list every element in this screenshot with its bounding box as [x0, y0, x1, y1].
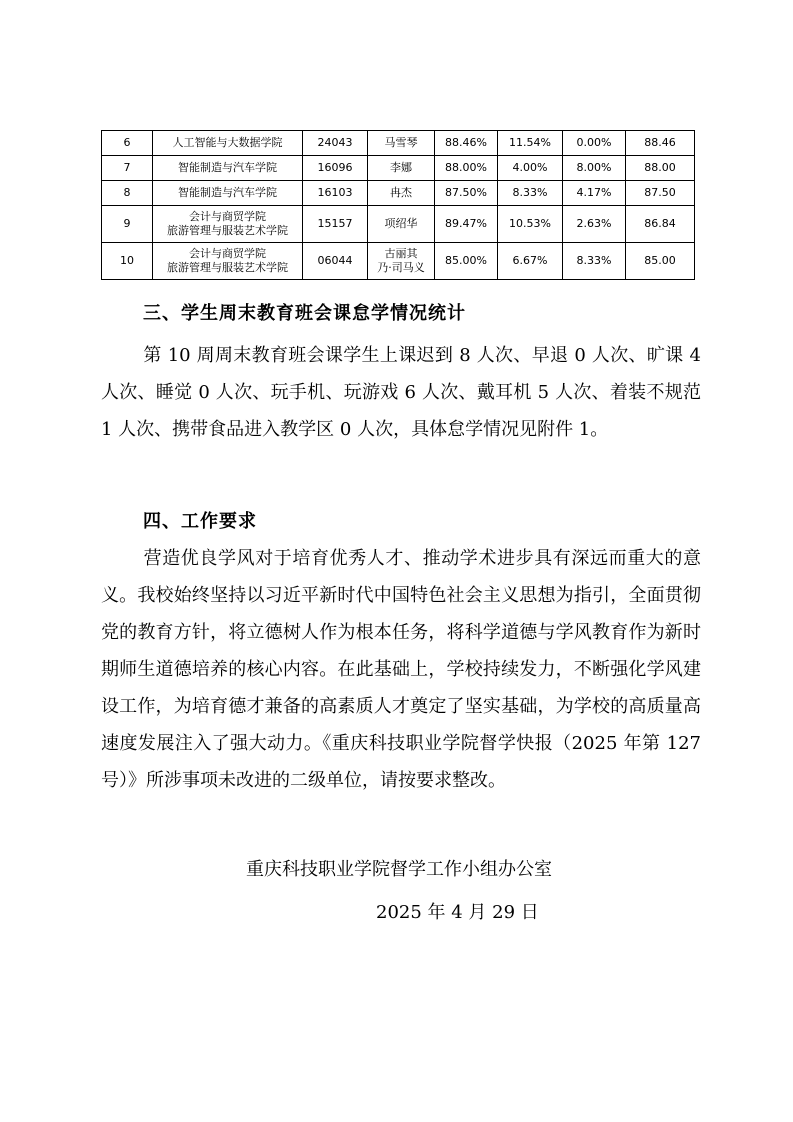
cell-name: 古丽其 乃·司马义: [368, 243, 435, 280]
cell-score: 86.84: [626, 206, 695, 243]
cell-college: 会计与商贸学院 旅游管理与服装艺术学院: [153, 243, 303, 280]
cell-rate-1: 85.00%: [435, 243, 498, 280]
section-3-body: 第 10 周周末教育班会课学生上课迟到 8 人次、早退 0 人次、旷课 4 人次、睡觉 0 人次、玩手机、玩游戏 6 人次、戴耳机 5 人次、着装不规范 1 人次、携带食品进入教学区 0 人次，具体怠学情况见附件 1。: [101, 345, 701, 440]
cell-no: 9: [102, 206, 153, 243]
cell-college: 会计与商贸学院 旅游管理与服装艺术学院: [153, 206, 303, 243]
cell-score: 88.46: [626, 131, 695, 156]
section-4-paragraph: [101, 540, 701, 799]
cell-name: 李娜: [368, 156, 435, 181]
cell-name: 马雪琴: [368, 131, 435, 156]
cell-rate-2: 8.33%: [498, 181, 563, 206]
cell-score: 87.50: [626, 181, 695, 206]
cell-rate-3: 2.63%: [563, 206, 626, 243]
section-4-body: 营造优良学风对于培育优秀人才、推动学术进步具有深远而重大的意义。我校始终坚持以习近平新时代中国特色社会主义思想为指引，全面贯彻党的教育方针，将立德树人作为根本任务，将科学道德与学风教育作为新时期师生道德培养的核心内容。在此基础上，学校持续发力，不断强化学风建设工作，为培育德才兼备的高素质人才奠定了坚实基础，为学校的高质量高速度发展注入了强大动力。《重庆科技职业学院督学快报（2025 年第 127 号）》所涉事项未改进的二级单位，请按要求整改。: [101, 548, 701, 791]
cell-id: 16096: [303, 156, 368, 181]
signature-org: 重庆科技职业学院督学工作小组办公室: [246, 859, 552, 880]
cell-id: 16103: [303, 181, 368, 206]
table-row: [102, 156, 695, 181]
cell-college: 智能制造与汽车学院: [153, 181, 303, 206]
cell-no: 6: [102, 131, 153, 156]
cell-no: 10: [102, 243, 153, 280]
table-row: [102, 206, 695, 243]
cell-rate-2: 6.67%: [498, 243, 563, 280]
ranking-table: [101, 130, 695, 280]
table-row: [102, 181, 695, 206]
cell-rate-2: 10.53%: [498, 206, 563, 243]
cell-rate-1: 89.47%: [435, 206, 498, 243]
cell-rate-3: 0.00%: [563, 131, 626, 156]
cell-id: 15157: [303, 206, 368, 243]
cell-name: 冉杰: [368, 181, 435, 206]
section-4-heading: 四、工作要求: [143, 511, 257, 532]
section-3-heading: 三、学生周末教育班会课怠学情况统计: [143, 303, 466, 324]
cell-no: 8: [102, 181, 153, 206]
cell-college: 智能制造与汽车学院: [153, 156, 303, 181]
cell-rate-3: 8.00%: [563, 156, 626, 181]
signature-date: 2025 年 4 月 29 日: [376, 902, 539, 923]
table-row: [102, 131, 695, 156]
cell-rate-1: 87.50%: [435, 181, 498, 206]
cell-rate-3: 8.33%: [563, 243, 626, 280]
table-row: [102, 243, 695, 280]
cell-college: 人工智能与大数据学院: [153, 131, 303, 156]
cell-no: 7: [102, 156, 153, 181]
cell-rate-2: 4.00%: [498, 156, 563, 181]
cell-rate-2: 11.54%: [498, 131, 563, 156]
section-3-paragraph: [101, 337, 701, 448]
cell-id: 06044: [303, 243, 368, 280]
cell-score: 85.00: [626, 243, 695, 280]
cell-rate-3: 4.17%: [563, 181, 626, 206]
cell-rate-1: 88.46%: [435, 131, 498, 156]
cell-name: 项绍华: [368, 206, 435, 243]
cell-score: 88.00: [626, 156, 695, 181]
cell-rate-1: 88.00%: [435, 156, 498, 181]
cell-id: 24043: [303, 131, 368, 156]
